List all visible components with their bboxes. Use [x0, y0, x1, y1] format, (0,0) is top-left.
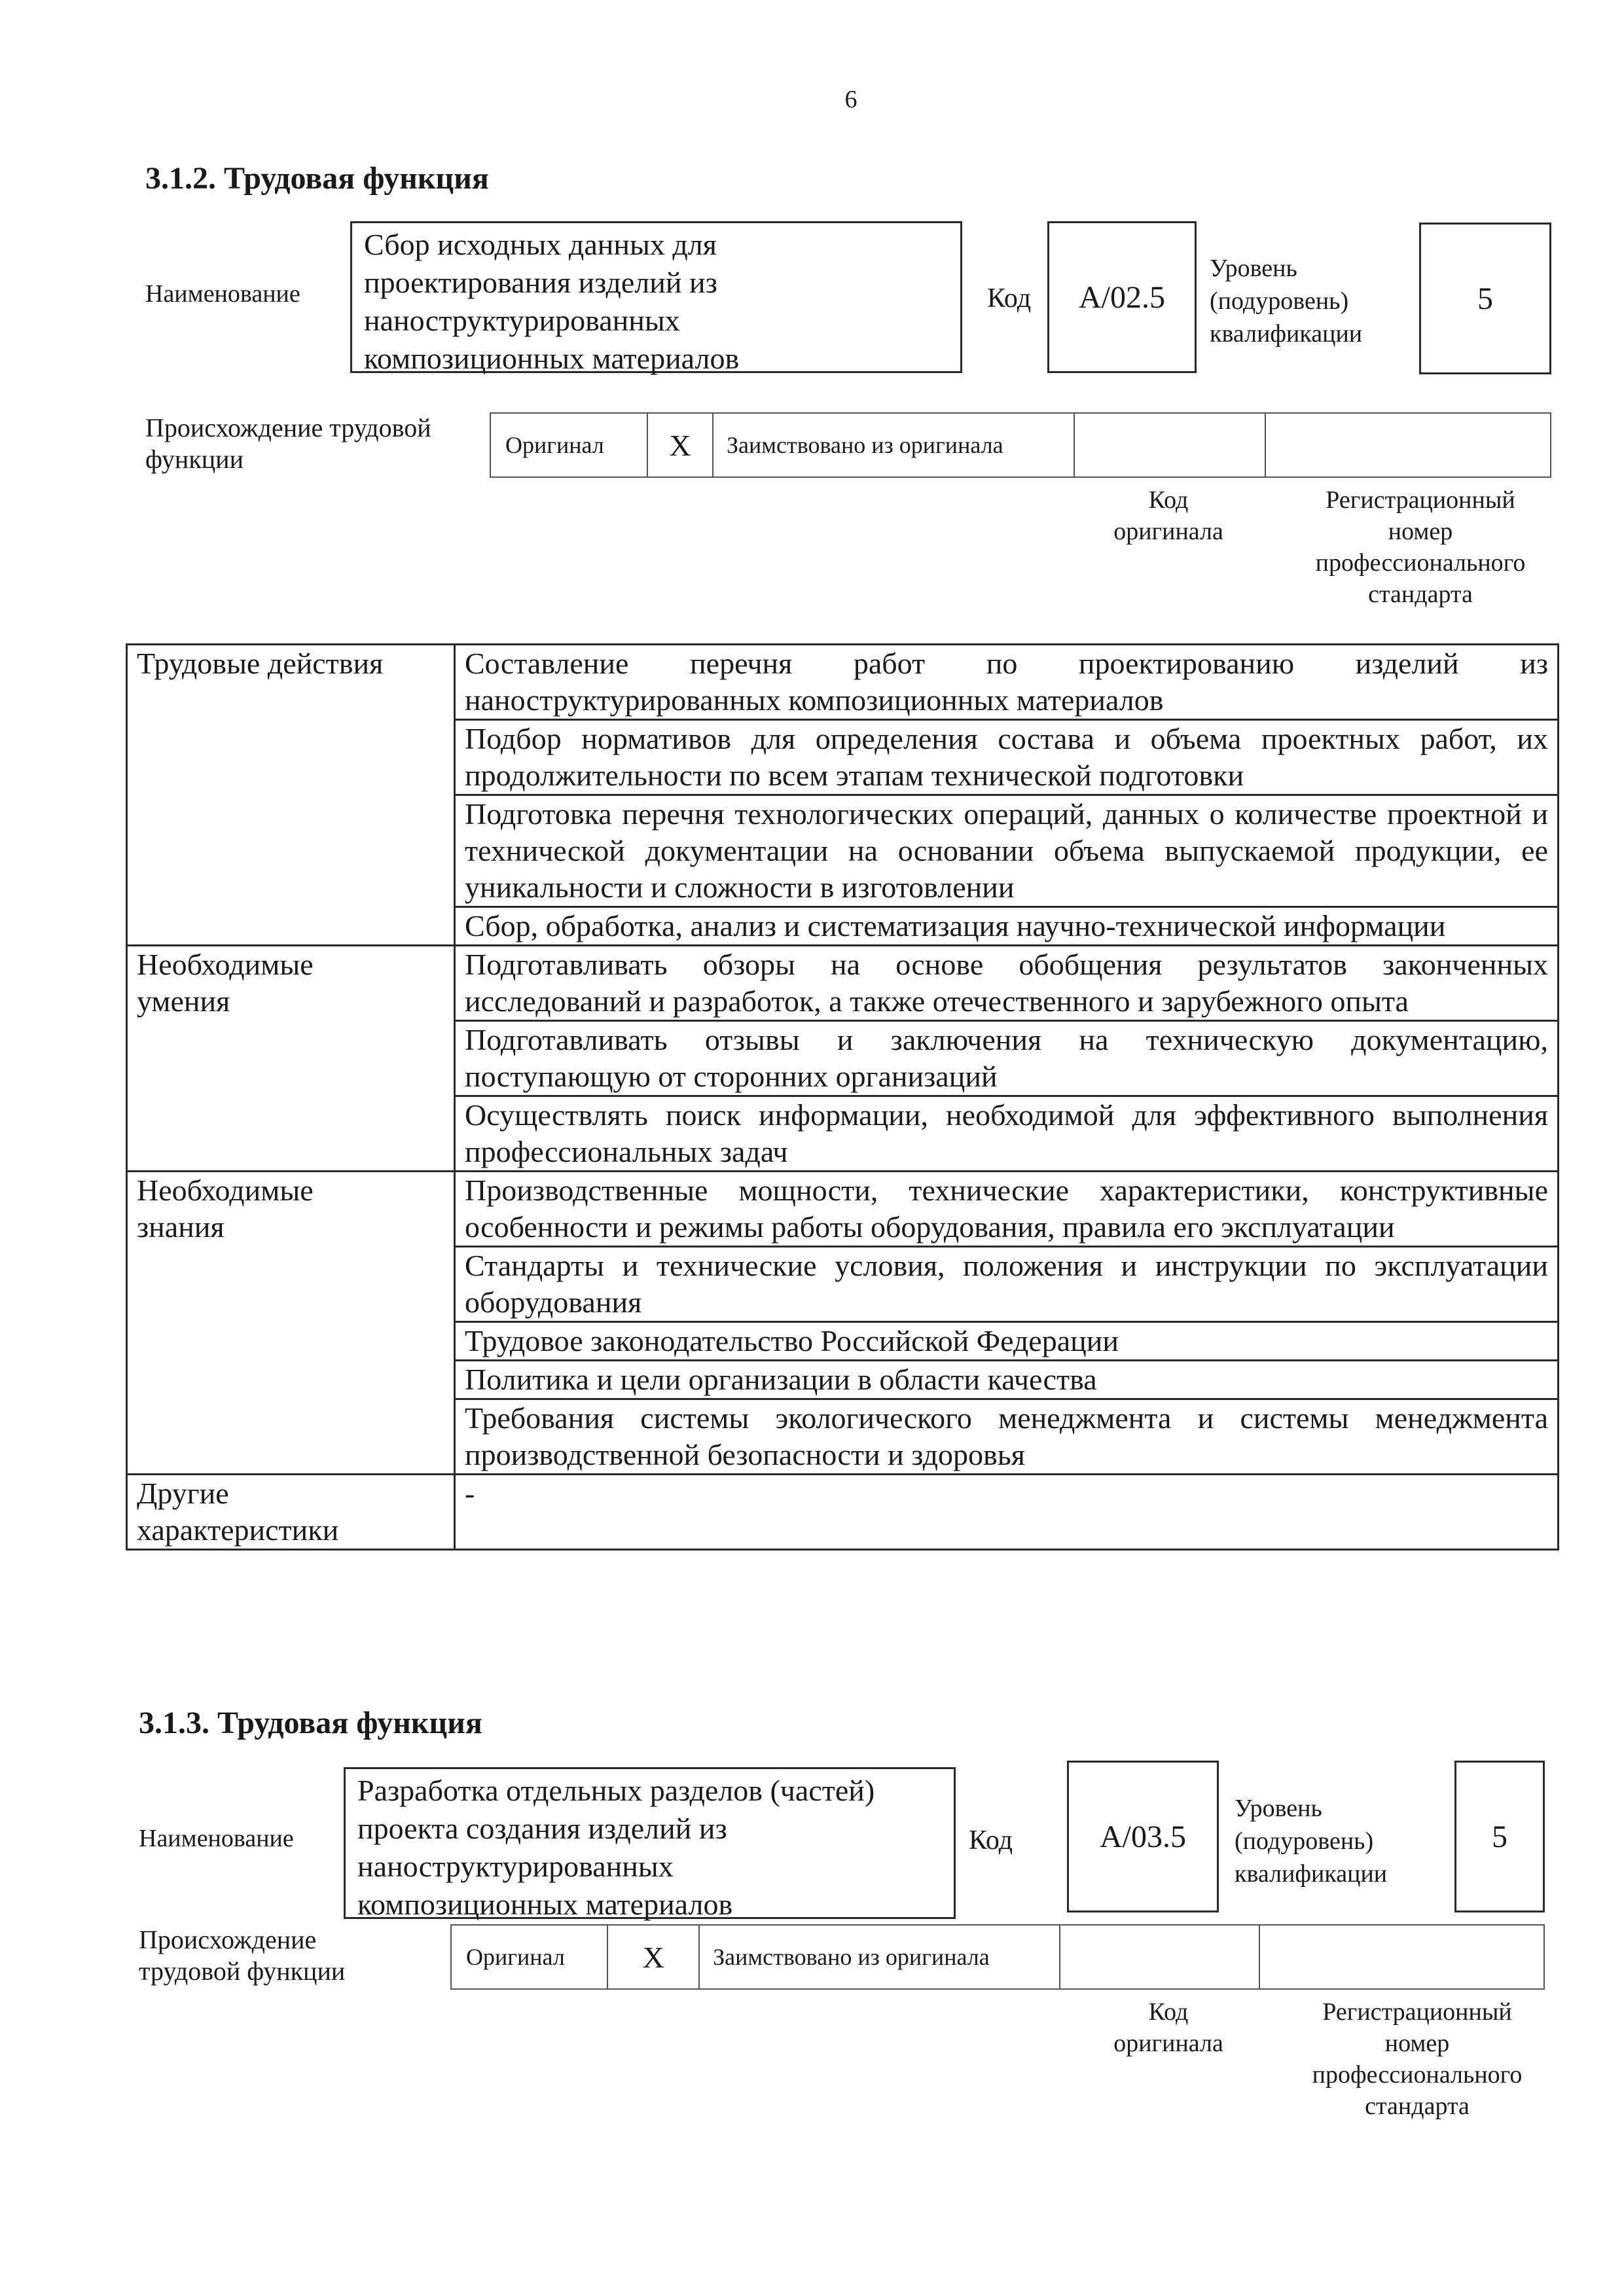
caption-line: стандарта: [1368, 581, 1473, 608]
knowledge-item: Производственные мощности, технические характеристики, конструктивные особенности и режимы работы оборудования, правила его эксплуатации: [455, 1172, 1559, 1247]
origin-borrowed-label: Заимствовано из оригинала: [713, 1944, 990, 1970]
origin-mark-cell: [608, 1926, 700, 1988]
reg-number-caption: [1286, 484, 1555, 610]
origin-label-line: трудовой функции: [139, 1956, 346, 1986]
level-label-line: (подуровень): [1210, 287, 1349, 315]
function-name-line: наноструктурированных: [357, 1850, 674, 1883]
origin-original-label: Оригинал: [466, 1944, 565, 1970]
action-item: Подготовка перечня технологических операций, данных о количестве проектной и технической документации на основании объема выпускаемой продукции, ее уникальности и сложности в изготовлении: [455, 795, 1559, 907]
level-label: [1235, 1792, 1387, 1890]
origin-reg-cell: [1266, 414, 1550, 476]
level-label-line: квалификации: [1210, 320, 1363, 348]
reg-number-caption: [1283, 1996, 1551, 2122]
caption-line: Код: [1148, 486, 1189, 514]
origin-mark: X: [669, 428, 691, 462]
level-label: [1210, 252, 1362, 350]
function-name-line: композиционных материалов: [357, 1888, 733, 1921]
skill-item: Осуществлять поиск информации, необходимой для эффективного выполнения профессиональных задач: [455, 1096, 1559, 1172]
function-name-line: композиционных материалов: [364, 342, 740, 375]
caption-line: Регистрационный: [1322, 1998, 1512, 2026]
knowledge-item: Стандарты и технические условия, положения и инструкции по эксплуатации оборудования: [455, 1247, 1559, 1322]
origin-reg-cell: [1260, 1926, 1543, 1988]
caption-line: оригинала: [1113, 2030, 1223, 2057]
code-label: Код: [987, 283, 1032, 314]
origin-borrowed-cell: [713, 414, 1075, 476]
skills-label-line: Необходимые: [137, 948, 314, 981]
origin-original-cell: [452, 1926, 608, 1988]
code-original-caption: [1074, 1996, 1263, 2059]
level-label-line: Уровень: [1210, 255, 1297, 282]
caption-line: Регистрационный: [1326, 486, 1515, 514]
caption-line: оригинала: [1113, 518, 1223, 545]
function-name-line: наноструктурированных: [364, 304, 680, 337]
code-value-box: [1047, 221, 1197, 373]
origin-code-cell: [1060, 1926, 1260, 1988]
code-value: A/03.5: [1100, 1819, 1186, 1854]
level-label-line: квалификации: [1235, 1860, 1388, 1888]
caption-line: Код: [1148, 1998, 1189, 2026]
origin-original-label: Оригинал: [505, 432, 604, 458]
function-name-box: [350, 221, 962, 373]
knowledge-label-line: знания: [137, 1210, 225, 1244]
skill-item: Подготавливать обзоры на основе обобщения результатов законченных исследований и разработок, а также отечественного и зарубежного опыта: [455, 946, 1559, 1021]
name-label: Наименование: [139, 1825, 294, 1852]
actions-label: Трудовые действия: [137, 647, 384, 680]
origin-label-line: Происхождение: [139, 1925, 317, 1954]
skills-label-line: умения: [137, 984, 230, 1018]
code-label: Код: [969, 1825, 1013, 1856]
origin-mark-cell: [648, 414, 713, 476]
knowledge-item: Трудовое законодательство Российской Федерации: [455, 1322, 1559, 1361]
caption-line: профессионального: [1315, 549, 1526, 577]
code-value-box: [1067, 1761, 1219, 1912]
code-value: A/02.5: [1079, 279, 1165, 315]
function-name-line: проекта создания изделий из: [357, 1812, 727, 1845]
knowledge-label-line: Необходимые: [137, 1174, 314, 1207]
action-item: Составление перечня работ по проектированию изделий из наноструктурированных композиционных материалов: [455, 645, 1559, 720]
origin-label: [145, 412, 431, 475]
function-name-box: [344, 1767, 956, 1919]
origin-label-line: Происхождение трудовой: [145, 413, 431, 442]
level-label-line: (подуровень): [1235, 1827, 1374, 1855]
knowledge-label-cell: [127, 1172, 455, 1475]
skill-item: Подготавливать отзывы и заключения на техническую документацию, поступающую от сторонних организаций: [455, 1021, 1559, 1096]
origin-code-cell: [1075, 414, 1266, 476]
name-label: Наименование: [145, 280, 300, 308]
other-label-line: Другие: [137, 1477, 229, 1510]
origin-row: [490, 412, 1551, 478]
action-item: Сбор, обработка, анализ и систематизация научно-технической информации: [455, 907, 1559, 946]
function-name-line: проектирования изделий из: [364, 266, 717, 299]
skills-label-cell: [127, 946, 455, 1172]
action-item: Подбор нормативов для определения состава и объема проектных работ, их продолжительности по всем этапам технической подготовки: [455, 720, 1559, 795]
code-original-caption: [1074, 484, 1263, 547]
caption-line: профессионального: [1312, 2061, 1523, 2089]
actions-label-cell: [127, 645, 455, 946]
section-title-3-1-2: 3.1.2. Трудовая функция: [145, 161, 489, 196]
function-name-line: Сбор исходных данных для: [364, 228, 717, 261]
origin-borrowed-cell: [700, 1926, 1060, 1988]
other-label-cell: [127, 1475, 455, 1550]
origin-original-cell: [491, 414, 648, 476]
other-value: -: [455, 1475, 1559, 1550]
caption-line: номер: [1388, 518, 1453, 545]
origin-row: [450, 1924, 1545, 1990]
level-value: 5: [1477, 281, 1493, 316]
caption-line: номер: [1384, 2030, 1450, 2057]
page-number: 6: [844, 86, 857, 113]
level-value-box: [1419, 223, 1551, 374]
level-label-line: Уровень: [1235, 1795, 1322, 1822]
origin-label: [139, 1924, 345, 1987]
origin-label-line: функции: [145, 444, 244, 474]
caption-line: стандарта: [1365, 2092, 1470, 2120]
level-value-box: [1454, 1761, 1545, 1912]
origin-mark: X: [642, 1940, 664, 1974]
knowledge-item: Требования системы экологического менеджмента и системы менеджмента производственной безопасности и здоровья: [455, 1399, 1559, 1475]
function-name-line: Разработка отдельных разделов (частей): [357, 1774, 875, 1807]
origin-borrowed-label: Заимствовано из оригинала: [727, 432, 1003, 458]
other-label-line: характеристики: [137, 1513, 339, 1547]
section-title-3-1-3: 3.1.3. Трудовая функция: [139, 1706, 482, 1740]
knowledge-item: Политика и цели организации в области качества: [455, 1361, 1559, 1399]
function-details-table: [126, 643, 1559, 1551]
level-value: 5: [1492, 1819, 1507, 1854]
